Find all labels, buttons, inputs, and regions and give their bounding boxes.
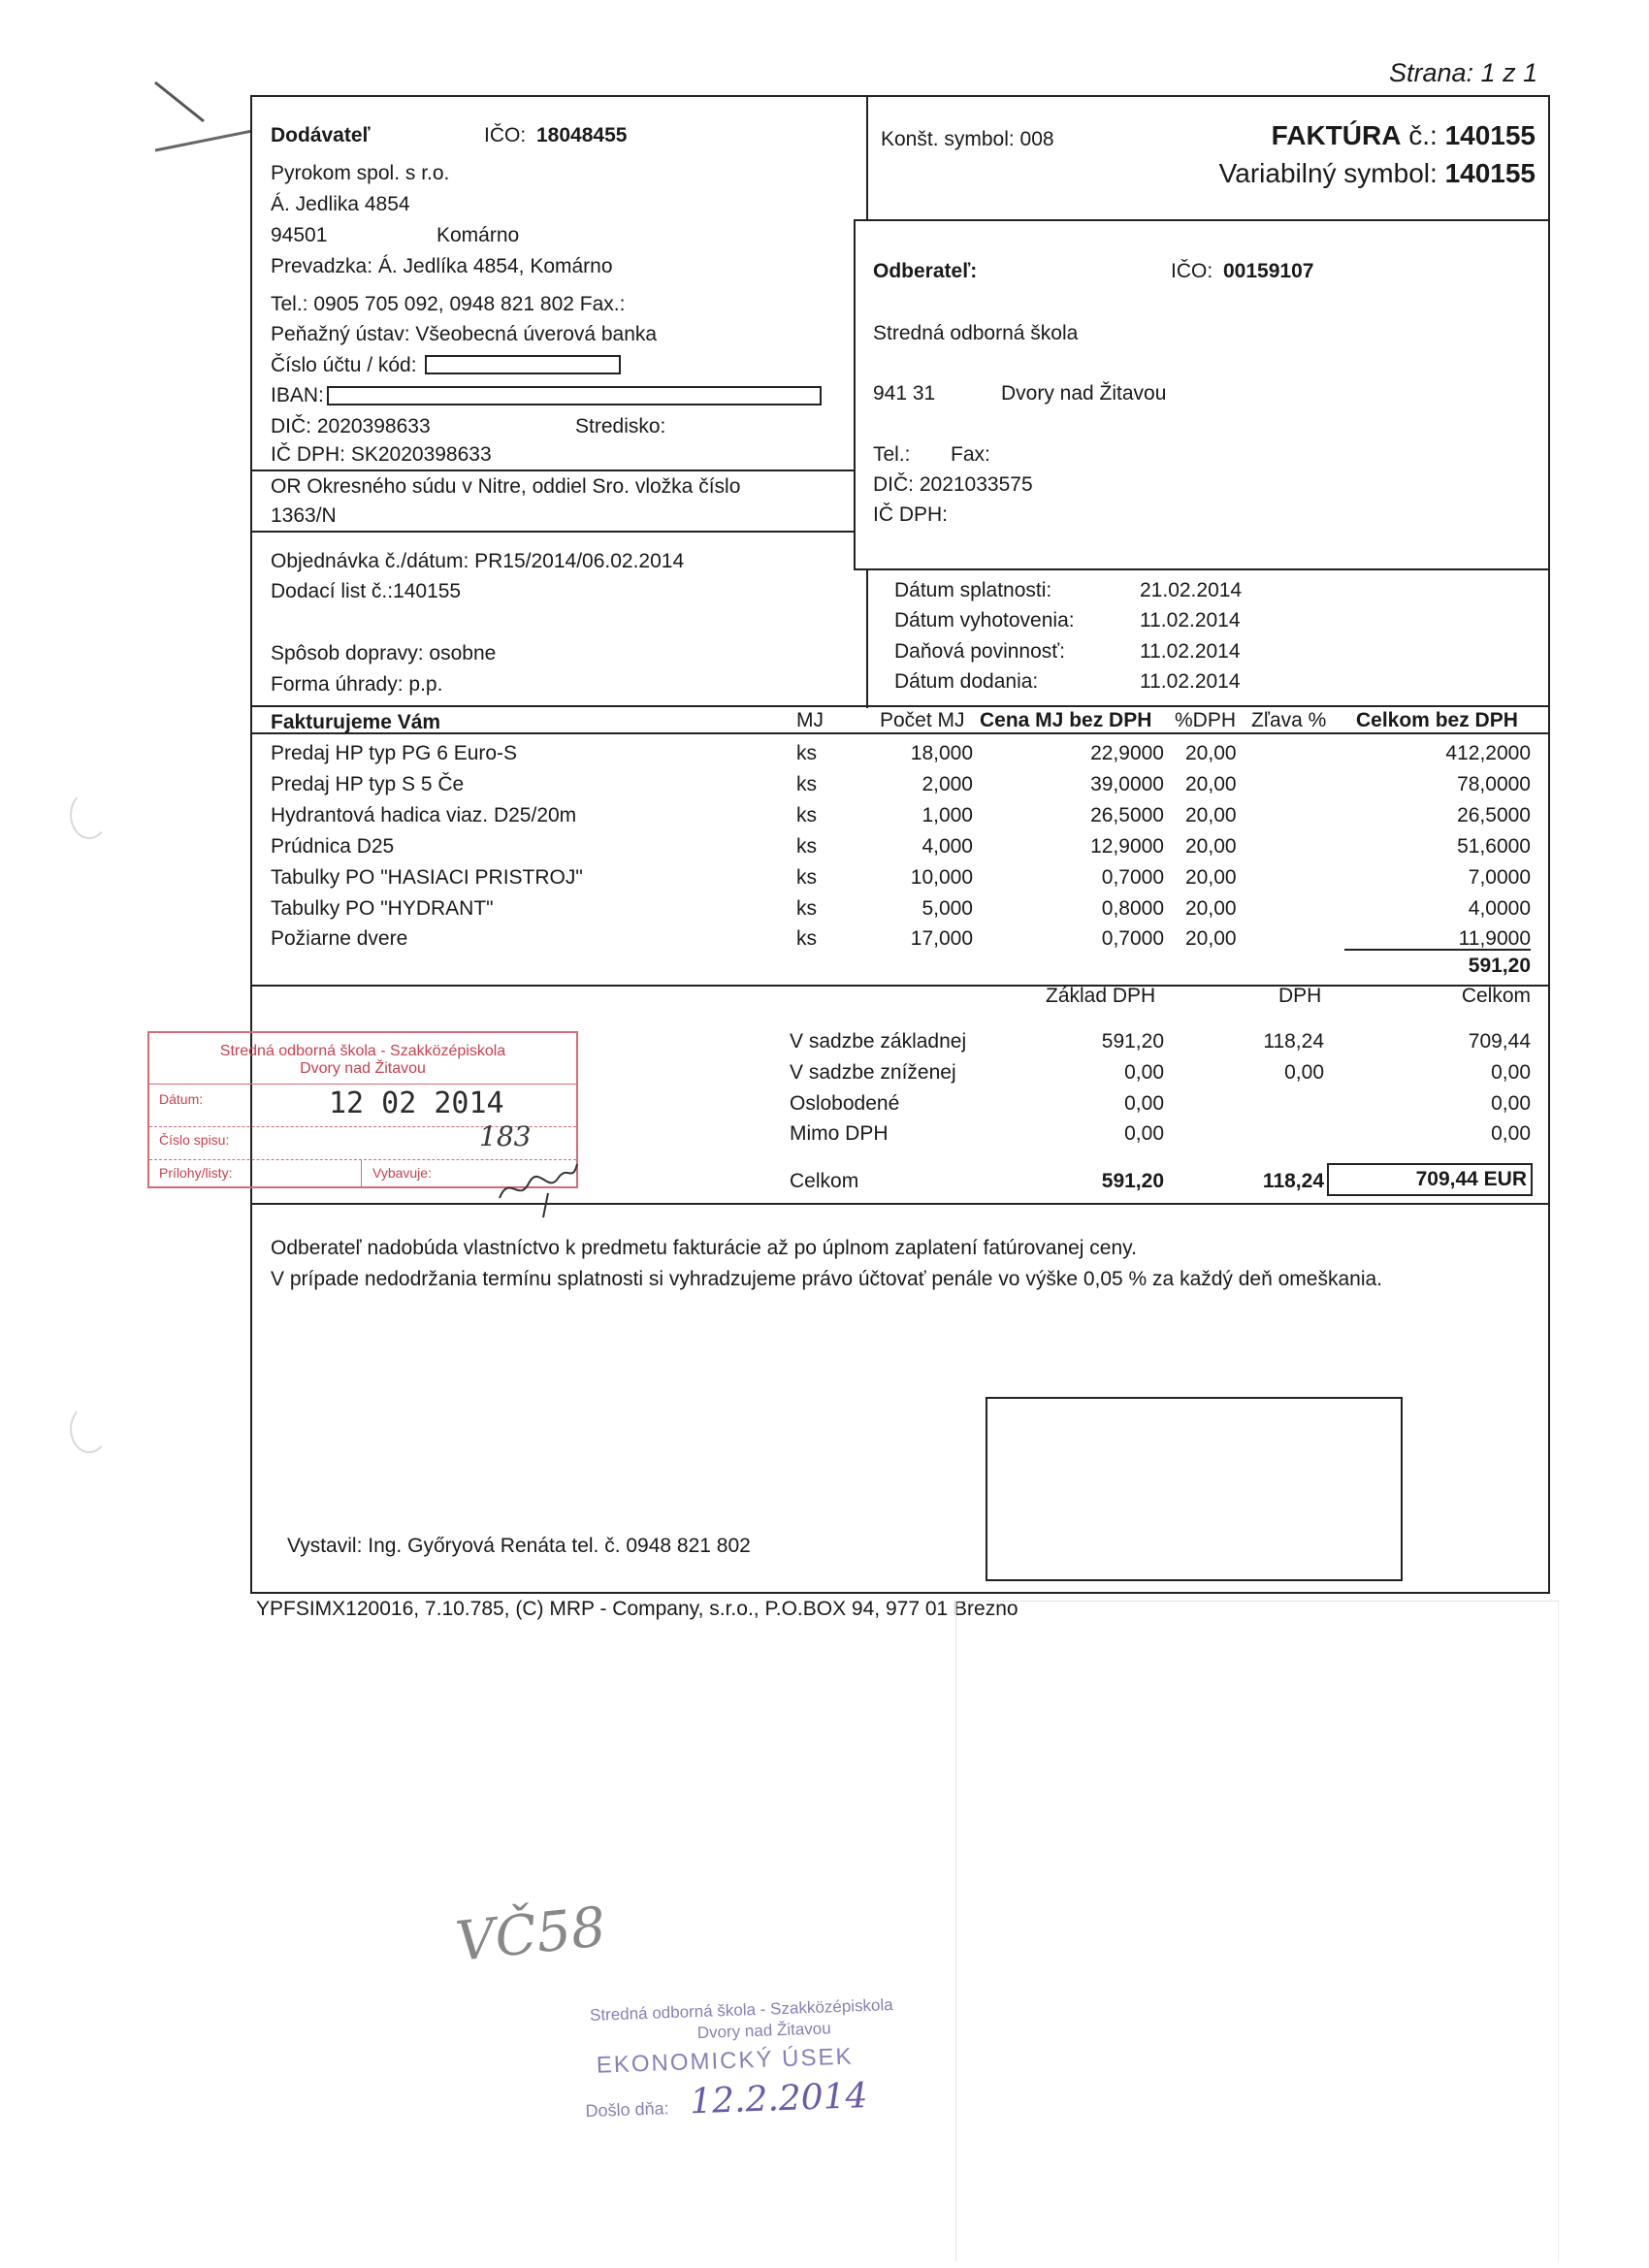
- faktura-label: FAKTÚRA: [1271, 120, 1402, 150]
- signature-box: [986, 1397, 1403, 1581]
- note-line: Odberateľ nadobúda vlastníctvo k predmetu fakturácie až po úplnom zaplatení fatúrovanej ceny.: [271, 1237, 1137, 1259]
- customer-name: Stredná odborná škola: [873, 322, 1079, 344]
- item-qty: 5,000: [922, 897, 973, 920]
- divider: [250, 1203, 1550, 1205]
- item-mj: ks: [796, 773, 817, 795]
- date-label: Dátum vyhotovenia:: [894, 609, 1075, 632]
- summary-col-dph: DPH: [1278, 985, 1322, 1007]
- invoice-number: 140155: [1444, 120, 1536, 150]
- item-vat: 20,00: [1185, 804, 1237, 826]
- supplier-city: Komárno: [436, 224, 520, 246]
- variable-symbol-label: Variabilný symbol:: [1218, 158, 1438, 188]
- item-price: 0,8000: [1101, 897, 1164, 920]
- supplier-tel: Tel.: 0905 705 092, 0948 821 802 Fax.:: [271, 293, 626, 315]
- summary-zaklad: 0,00: [1124, 1061, 1164, 1084]
- item-vat: 20,00: [1185, 773, 1237, 795]
- supplier-ic-dph: IČ DPH: SK2020398633: [271, 443, 492, 466]
- supplier-stredisko: Stredisko:: [575, 415, 666, 437]
- supplier-register: OR Okresného súdu v Nitre, oddiel Sro. vložka číslo: [271, 475, 741, 498]
- signature-scribble: [490, 1154, 587, 1222]
- order-number: Objednávka č./dátum: PR15/2014/06.02.2014: [271, 550, 685, 572]
- item-total: 26,5000: [1457, 804, 1531, 826]
- summary-total-zaklad: 591,20: [1101, 1170, 1164, 1192]
- summary-zaklad: 591,20: [1101, 1030, 1164, 1053]
- supplier-prevadzka: Prevadzka: Á. Jedlíka 4854, Komárno: [271, 255, 613, 277]
- supplier-ico-label: IČO:: [484, 124, 527, 146]
- item-mj: ks: [796, 866, 817, 889]
- item-price: 0,7000: [1101, 866, 1164, 889]
- received-stamp-date: 12.2.2014: [689, 2076, 869, 2122]
- stamp-datum-label: Dátum:: [159, 1091, 204, 1107]
- item-total: 4,0000: [1468, 897, 1531, 920]
- items-col-cena: Cena MJ bez DPH: [980, 709, 1152, 731]
- summary-dph: 118,24: [1263, 1030, 1324, 1053]
- customer-zip: 941 31: [873, 382, 936, 405]
- item-total: 7,0000: [1468, 866, 1531, 889]
- item-qty: 2,000: [922, 773, 973, 795]
- item-mj: ks: [796, 804, 817, 826]
- supplier-bank: Peňažný ústav: Všeobecná úverová banka: [271, 323, 658, 345]
- item-total: 78,0000: [1457, 773, 1531, 795]
- items-col-celkom: Celkom bez DPH: [1356, 709, 1518, 731]
- staple-mark: [146, 78, 262, 155]
- item-vat: 20,00: [1185, 835, 1237, 858]
- customer-dic: DIČ: 2021033575: [873, 473, 1033, 496]
- date-label: Daňová povinnosť:: [894, 640, 1065, 663]
- summary-col-celkom: Celkom: [1461, 985, 1531, 1007]
- item-total: 412,2000: [1445, 742, 1531, 764]
- stamp-prilohy-label: Prílohy/listy:: [159, 1165, 233, 1181]
- note-line: V prípade nedodržania termínu splatnosti si vyhradzujeme právo účtovať penále vo výške 0,05 % za každý deň omeškania.: [271, 1268, 1383, 1290]
- item-qty: 4,000: [922, 835, 973, 858]
- item-mj: ks: [796, 742, 817, 764]
- received-stamp: [580, 1993, 934, 2140]
- divider: [250, 470, 854, 471]
- divider: [866, 95, 868, 221]
- items-col-zlava: Zľava %: [1251, 709, 1327, 731]
- punch-hole: [70, 1405, 109, 1453]
- supplier-iban-label: IBAN:: [271, 384, 324, 406]
- summary-label: V sadzbe základnej: [790, 1030, 967, 1053]
- supplier-dic: DIČ: 2020398633: [271, 415, 431, 437]
- stamp-subtitle: Dvory nad Žitavou: [300, 1060, 426, 1077]
- item-vat: 20,00: [1185, 866, 1237, 889]
- customer-ico-label: IČO:: [1171, 260, 1213, 282]
- transport: Spôsob dopravy: osobne: [271, 642, 497, 664]
- item-price: 22,9000: [1090, 742, 1164, 764]
- customer-city: Dvory nad Žitavou: [1001, 382, 1167, 405]
- summary-total-celkom: 709,44 EUR: [1415, 1168, 1527, 1190]
- account-field: [425, 355, 621, 374]
- customer-ico: 00159107: [1223, 260, 1314, 282]
- customer-tel: Tel.:: [873, 443, 911, 466]
- supplier-account-label: Číslo účtu / kód:: [271, 354, 417, 376]
- item-vat: 20,00: [1185, 742, 1237, 764]
- page-number: Strana: 1 z 1: [1389, 58, 1538, 87]
- handwritten-note: VČ58: [452, 1895, 609, 1974]
- divider: [250, 705, 1550, 707]
- received-stamp-line1: Stredná odborná škola - Szakközépiskola: [589, 1995, 893, 2025]
- items-sum: 591,20: [1468, 955, 1531, 977]
- variable-symbol-value: 140155: [1444, 158, 1536, 188]
- supplier-zip: 94501: [271, 224, 328, 246]
- summary-celkom: 0,00: [1491, 1061, 1531, 1084]
- customer-ic-dph: IČ DPH:: [873, 503, 949, 526]
- summary-total-dph: 118,24: [1262, 1170, 1324, 1192]
- iban-field: [327, 386, 822, 405]
- konst-symbol: Konšt. symbol: 008: [881, 128, 1054, 150]
- footer-line: YPFSIMX120016, 7.10.785, (C) MRP - Company, s.r.o., P.O.BOX 94, 977 01 Brezno: [256, 1598, 1018, 1620]
- received-stamp-doslo-label: Došlo dňa:: [585, 2098, 669, 2122]
- item-total: 11,9000: [1458, 927, 1531, 950]
- items-col-dph: %DPH: [1175, 709, 1237, 731]
- item-price: 0,7000: [1101, 927, 1164, 950]
- stamp-vybavuje-label: Vybavuje:: [372, 1165, 432, 1181]
- supplier-name: Pyrokom spol. s r.o.: [271, 162, 450, 184]
- delivery-note: Dodací list č.:140155: [271, 580, 462, 602]
- summary-label: Oslobodené: [790, 1092, 900, 1115]
- item-price: 26,5000: [1090, 804, 1164, 826]
- summary-celkom: 0,00: [1491, 1122, 1531, 1145]
- item-name: Predaj HP typ S 5 Če: [271, 773, 465, 795]
- summary-celkom: 709,44: [1468, 1030, 1531, 1053]
- issued-by: Vystavil: Ing. Győryová Renáta tel. č. 0948 821 802: [287, 1535, 751, 1557]
- payment-form: Forma úhrady: p.p.: [271, 673, 443, 696]
- stamp-cislo: 183: [479, 1120, 532, 1152]
- summary-dph: 0,00: [1284, 1061, 1324, 1084]
- item-vat: 20,00: [1185, 927, 1237, 950]
- variable-symbol: [1219, 158, 1536, 189]
- item-qty: 18,000: [910, 742, 973, 764]
- item-name: Požiarne dvere: [271, 927, 408, 950]
- date-value: 21.02.2014: [1140, 579, 1243, 601]
- date-value: 11.02.2014: [1140, 609, 1241, 632]
- item-name: Predaj HP typ PG 6 Euro-S: [271, 742, 518, 764]
- date-label: Dátum dodania:: [894, 670, 1039, 693]
- date-value: 11.02.2014: [1140, 670, 1241, 693]
- date-label: Dátum splatnosti:: [894, 579, 1052, 601]
- item-qty: 1,000: [922, 804, 973, 826]
- item-name: Prúdnica D25: [271, 835, 395, 858]
- item-name: Hydrantová hadica viaz. D25/20m: [271, 804, 577, 826]
- invoice-title: [1272, 120, 1536, 151]
- faktura-c: č.:: [1408, 120, 1438, 150]
- divider: [866, 570, 868, 708]
- received-stamp-line2: Dvory nad Žitavou: [696, 2019, 831, 2043]
- customer-fax: Fax:: [951, 443, 990, 466]
- item-qty: 17,000: [910, 927, 973, 950]
- item-mj: ks: [796, 897, 817, 920]
- item-total: 51,6000: [1457, 835, 1531, 858]
- item-mj: ks: [796, 927, 817, 950]
- summary-zaklad: 0,00: [1124, 1122, 1164, 1145]
- divider: [250, 732, 1550, 734]
- supplier-heading: Dodávateľ: [271, 124, 371, 146]
- items-col-pocet: Počet MJ: [880, 709, 965, 731]
- item-name: Tabulky PO "HYDRANT": [271, 897, 494, 920]
- item-price: 39,0000: [1090, 773, 1164, 795]
- supplier-register-2: 1363/N: [271, 504, 337, 527]
- item-mj: ks: [796, 835, 817, 858]
- stamp-title: Stredná odborná škola - Szakközépiskola: [219, 1043, 506, 1059]
- summary-celkom: 0,00: [1491, 1092, 1531, 1115]
- received-stamp-line3: EKONOMICKÝ ÚSEK: [596, 2043, 854, 2079]
- summary-label: Mimo DPH: [790, 1122, 889, 1145]
- summary-col-zaklad: Základ DPH: [1046, 985, 1156, 1007]
- stamp-datum: 12 02 2014: [329, 1086, 504, 1120]
- items-col-name: Fakturujeme Vám: [271, 711, 441, 733]
- summary-label: V sadzbe zníženej: [790, 1061, 956, 1084]
- punch-hole: [70, 791, 109, 839]
- divider: [250, 985, 1550, 987]
- stamp-cislo-label: Číslo spisu:: [159, 1132, 230, 1148]
- item-vat: 20,00: [1185, 897, 1237, 920]
- items-col-mj: MJ: [796, 709, 824, 731]
- supplier-ico: 18048455: [536, 124, 628, 146]
- item-price: 12,9000: [1090, 835, 1164, 858]
- item-qty: 10,000: [910, 866, 973, 889]
- summary-zaklad: 0,00: [1124, 1092, 1164, 1115]
- attached-paper: [955, 1601, 1559, 2261]
- summary-total-label: Celkom: [790, 1170, 859, 1192]
- divider: [250, 531, 854, 533]
- supplier-street: Á. Jedlika 4854: [271, 193, 410, 215]
- date-value: 11.02.2014: [1140, 640, 1241, 663]
- customer-heading: Odberateľ:: [873, 260, 978, 282]
- item-name: Tabulky PO "HASIACI PRISTROJ": [271, 866, 583, 889]
